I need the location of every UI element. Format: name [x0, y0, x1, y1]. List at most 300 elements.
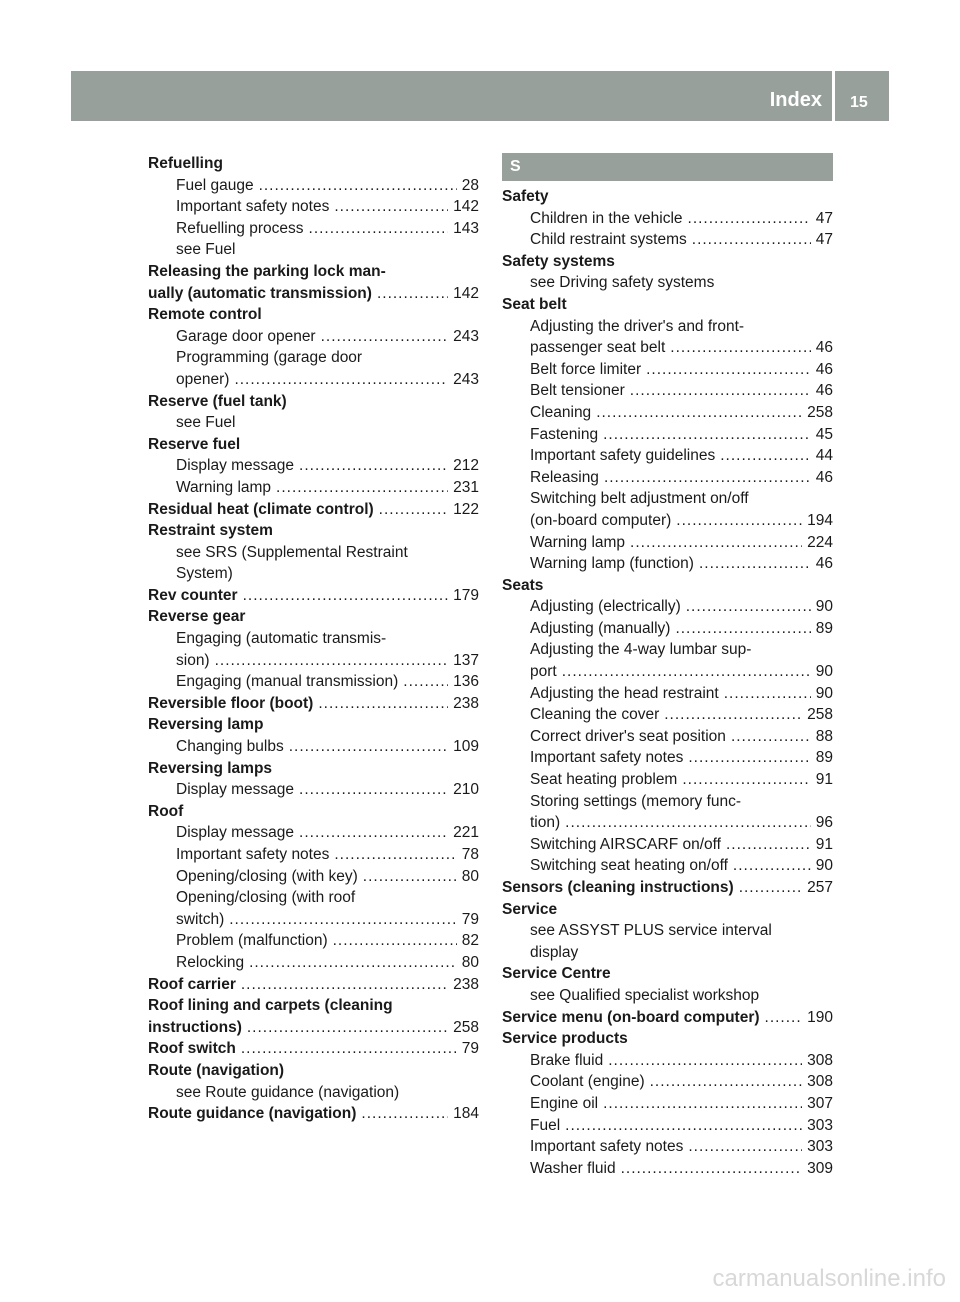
entry-text: Important safety guidelines [530, 447, 716, 465]
page-reference: 190 [807, 1008, 833, 1026]
dot-leader [565, 1115, 802, 1137]
header-divider [832, 71, 835, 121]
entry-text: Coolant (engine) [530, 1073, 645, 1091]
dot-leader [670, 337, 810, 359]
entry-text: Warning lamp [530, 533, 626, 551]
entry-text: Reverse gear [148, 608, 246, 626]
index-heading [502, 963, 833, 985]
page-reference: 210 [453, 781, 479, 799]
page-reference: 47 [815, 231, 833, 249]
entry-text: Seats [502, 576, 544, 594]
index-heading [148, 283, 479, 305]
index-subentry [502, 726, 833, 748]
page-reference: 90 [815, 857, 833, 875]
entry-text: Roof carrier [148, 975, 236, 993]
page-reference: 258 [807, 403, 833, 421]
index-heading [148, 693, 479, 715]
dot-leader [686, 596, 811, 618]
page-reference: 224 [807, 533, 833, 551]
index-subentry [502, 1050, 833, 1072]
index-column-left [148, 153, 479, 1125]
page-reference: 46 [815, 360, 833, 378]
dot-leader [682, 769, 810, 791]
entry-text: opener) [176, 370, 230, 388]
index-subentry [148, 563, 479, 585]
entry-text: Engaging (manual transmission) [176, 673, 399, 691]
index-subentry [502, 596, 833, 618]
index-subentry [502, 791, 833, 813]
entry-text: see Qualified specialist workshop [530, 986, 760, 1004]
index-heading [148, 304, 479, 326]
entry-text: Important safety notes [176, 846, 330, 863]
page-reference: 79 [461, 1040, 479, 1058]
entry-text: Fastening [530, 425, 599, 443]
index-heading [148, 261, 479, 283]
dot-leader [630, 532, 802, 554]
entry-text: Remote control [148, 306, 262, 324]
entry-text: Belt force limiter [530, 360, 642, 378]
dot-leader [234, 369, 448, 391]
entry-text: Residual heat (climate control) [148, 500, 374, 518]
dot-leader [731, 726, 811, 748]
page-reference: 258 [807, 706, 833, 724]
index-subentry [502, 488, 833, 510]
dot-leader [621, 1158, 803, 1180]
dot-leader [215, 650, 449, 672]
entry-text: Brake fluid [530, 1051, 604, 1069]
page-reference: 143 [453, 219, 479, 237]
entry-text: Route guidance (navigation) [148, 1105, 357, 1123]
index-subentry [502, 618, 833, 640]
entry-text: Display message [176, 824, 295, 842]
dot-leader [403, 671, 448, 693]
entry-text: see Fuel [176, 241, 236, 259]
index-subentry [148, 909, 479, 931]
index-heading [148, 606, 479, 628]
page-reference: 91 [815, 835, 833, 853]
index-subentry [148, 650, 479, 672]
index-subentry [502, 1115, 833, 1137]
watermark: carmanualsonline.info [712, 1265, 946, 1292]
entry-text: Safety [502, 188, 549, 205]
entry-text: Cleaning the cover [530, 706, 660, 724]
page-reference: 96 [815, 814, 833, 832]
page-reference: 136 [453, 673, 479, 691]
dot-leader [688, 747, 810, 769]
entry-text: Problem (malfunction) [176, 932, 328, 950]
page-reference: 44 [815, 447, 833, 465]
index-heading [502, 575, 833, 597]
index-subentry [502, 1158, 833, 1180]
section-letter-bar: S [502, 153, 833, 181]
index-column-right [502, 153, 833, 1179]
entry-text: Relocking [176, 953, 245, 971]
dot-leader [676, 510, 802, 532]
entry-text: Display message [176, 457, 295, 475]
index-subentry [502, 985, 833, 1007]
index-heading [502, 186, 833, 208]
page-reference: 258 [453, 1018, 479, 1036]
page-reference: 80 [461, 953, 479, 971]
entry-text: Reversible floor (boot) [148, 694, 314, 712]
index-subentry [502, 316, 833, 338]
page-reference: 47 [815, 209, 833, 227]
dot-leader [299, 779, 448, 801]
dot-leader [318, 693, 448, 715]
dot-leader [596, 402, 802, 424]
index-subentry [502, 1136, 833, 1158]
page-reference: 122 [453, 500, 479, 518]
entry-text: instructions) [148, 1018, 242, 1036]
index-subentry [502, 855, 833, 877]
index-heading [148, 153, 479, 175]
index-heading [148, 1038, 479, 1060]
dot-leader [249, 952, 457, 974]
index-subentry [502, 359, 833, 381]
entry-text: Garage door opener [176, 327, 316, 345]
entry-text: see Fuel [176, 414, 236, 432]
page-reference: 309 [807, 1159, 833, 1177]
page-reference: 90 [815, 663, 833, 681]
page-reference: 91 [815, 771, 833, 789]
index-subentry [502, 402, 833, 424]
entry-text: Programming (garage door [176, 349, 363, 367]
entry-text: Belt tensioner [530, 382, 625, 400]
index-subentry [148, 822, 479, 844]
entry-text: Adjusting the head restraint [530, 684, 719, 702]
page-reference: 194 [807, 511, 833, 529]
entry-text: Child restraint systems [530, 231, 687, 249]
entry-text: Engine oil [530, 1094, 599, 1112]
page-reference: 179 [453, 586, 479, 604]
entry-text: Important safety notes [176, 198, 330, 216]
index-subentry [502, 532, 833, 554]
page-reference: 90 [815, 684, 833, 702]
dot-leader [229, 909, 457, 931]
entry-text: Changing bulbs [176, 738, 284, 756]
entry-text: passenger seat belt [530, 339, 666, 357]
index-subentry [148, 930, 479, 952]
index-heading [148, 758, 479, 780]
index-subentry [148, 347, 479, 369]
index-subentry [148, 671, 479, 693]
entry-text: Restraint system [148, 522, 273, 540]
dot-leader [333, 930, 457, 952]
page-reference: 88 [815, 727, 833, 745]
index-heading [148, 801, 479, 823]
dot-leader [765, 1007, 803, 1029]
entry-text: Reserve (fuel tank) [148, 392, 287, 410]
page-reference: 303 [807, 1138, 833, 1156]
index-subentry [502, 1071, 833, 1093]
entry-text: Opening/closing (with key) [176, 867, 358, 885]
index-subentry [148, 175, 479, 197]
dot-leader [334, 196, 448, 218]
page-reference: 307 [807, 1094, 833, 1112]
index-subentry [148, 326, 479, 348]
index-heading [502, 251, 833, 273]
entry-text: Roof switch [148, 1040, 236, 1058]
page-reference: 184 [453, 1105, 479, 1123]
dot-leader [724, 683, 811, 705]
page-reference: 45 [815, 425, 833, 443]
index-heading [148, 1103, 479, 1125]
index-heading [148, 714, 479, 736]
entry-text: Roof [148, 802, 184, 820]
page-reference: 243 [453, 370, 479, 388]
entry-text: Warning lamp [176, 478, 272, 496]
page-reference: 238 [453, 975, 479, 993]
dot-leader [650, 1071, 803, 1093]
index-subentry [502, 424, 833, 446]
entry-text: Service menu (on-board computer) [502, 1008, 760, 1026]
page-reference: 89 [815, 749, 833, 767]
entry-text: Washer fluid [530, 1159, 616, 1177]
entry-text: Service [502, 900, 558, 918]
entry-text: switch) [176, 910, 225, 928]
page-reference: 308 [807, 1073, 833, 1091]
page-reference: 78 [461, 846, 479, 863]
entry-text: Opening/closing (with roof [176, 889, 356, 907]
entry-text: Adjusting (manually) [530, 619, 671, 637]
page-reference: 238 [453, 694, 479, 712]
index-subentry [502, 704, 833, 726]
index-subentry [502, 337, 833, 359]
page-reference: 46 [815, 555, 833, 573]
page-reference: 46 [815, 339, 833, 357]
entry-text: Safety systems [502, 252, 615, 270]
index-subentry [148, 887, 479, 909]
page-reference: 80 [461, 867, 479, 885]
dot-leader [688, 208, 811, 230]
page-reference: 221 [453, 824, 479, 842]
index-subentry [148, 844, 479, 866]
dot-leader [726, 834, 811, 856]
dot-leader [243, 585, 449, 607]
entry-text: see SRS (Supplemental Restraint [176, 543, 408, 561]
index-heading [502, 294, 833, 316]
index-subentry [502, 553, 833, 575]
index-subentry [148, 218, 479, 240]
page-reference: 142 [453, 284, 479, 302]
index-subentry [148, 779, 479, 801]
index-subentry [502, 769, 833, 791]
index-heading [148, 520, 479, 542]
entry-text: display [530, 943, 579, 961]
index-subentry [148, 952, 479, 974]
entry-text: Releasing [530, 468, 599, 486]
entry-text: Fuel [530, 1116, 561, 1134]
header-bar [71, 71, 889, 121]
index-subentry [502, 639, 833, 661]
index-heading [148, 499, 479, 521]
index-subentry [148, 196, 479, 218]
index-subentry [502, 661, 833, 683]
index-subentry [148, 239, 479, 261]
page-reference: 137 [453, 651, 479, 669]
index-heading [502, 1007, 833, 1029]
entry-text: Seat belt [502, 295, 567, 313]
index-subentry [148, 1082, 479, 1104]
entry-text: (on-board computer) [530, 511, 672, 529]
entry-text: Switching belt adjustment on/off [530, 490, 749, 508]
index-subentry [502, 510, 833, 532]
index-heading [148, 585, 479, 607]
entry-text: see Driving safety systems [530, 274, 715, 292]
entry-text: Cleaning [530, 403, 592, 421]
entry-text: sion) [176, 651, 210, 669]
page-reference: 109 [453, 738, 479, 756]
index-subentry [502, 445, 833, 467]
index-subentry [148, 369, 479, 391]
page-reference: 231 [453, 478, 479, 496]
dot-leader [241, 974, 448, 996]
page-reference: 89 [815, 619, 833, 637]
index-subentry [148, 412, 479, 434]
dot-leader [241, 1038, 457, 1060]
entry-text: Reversing lamps [148, 759, 273, 777]
entry-text: Rev counter [148, 586, 238, 604]
dot-leader [675, 618, 810, 640]
dot-leader [334, 844, 456, 866]
index-subentry [502, 683, 833, 705]
entry-text: Adjusting (electrically) [530, 598, 681, 616]
entry-text: System) [176, 565, 233, 583]
entry-text: Seat heating problem [530, 771, 678, 789]
dot-leader [363, 866, 457, 888]
index-subentry [148, 477, 479, 499]
dot-leader [562, 661, 811, 683]
entry-text: Reversing lamp [148, 716, 264, 734]
index-heading [148, 974, 479, 996]
entry-text: Switching seat heating on/off [530, 857, 728, 875]
entry-text: Adjusting the driver's and front- [530, 317, 745, 335]
entry-text: see ASSYST PLUS service interval [530, 922, 772, 940]
entry-text: Important safety notes [530, 749, 684, 767]
index-subentry [502, 272, 833, 294]
index-subentry [502, 834, 833, 856]
page-reference: 257 [807, 879, 833, 896]
index-subentry [148, 542, 479, 564]
page-reference: 28 [461, 176, 479, 194]
dot-leader [565, 812, 811, 834]
entry-text: Reserve fuel [148, 435, 241, 453]
index-heading [502, 899, 833, 921]
dot-leader [604, 467, 811, 489]
page-reference: 303 [807, 1116, 833, 1134]
dot-leader [247, 1017, 448, 1039]
dot-leader [664, 704, 802, 726]
dot-leader [289, 736, 448, 758]
entry-text: Storing settings (memory func- [530, 792, 742, 810]
dot-leader [309, 218, 449, 240]
dot-leader [692, 229, 811, 251]
dot-leader [646, 359, 811, 381]
page-reference: 308 [807, 1051, 833, 1069]
page-number: 15 [850, 94, 868, 111]
index-subentry [502, 380, 833, 402]
dot-leader [603, 424, 811, 446]
index-subentry [148, 736, 479, 758]
index-subentry [502, 229, 833, 251]
index-subentry [502, 812, 833, 834]
entry-text: Roof lining and carpets (cleaning [148, 997, 393, 1015]
dot-leader [259, 175, 457, 197]
dot-leader [299, 455, 448, 477]
index-subentry [502, 920, 833, 942]
dot-leader [276, 477, 448, 499]
page-title: Index [769, 89, 822, 111]
dot-leader [377, 283, 448, 305]
page-reference: 90 [815, 598, 833, 616]
dot-leader [739, 877, 802, 899]
entry-text: Fuel gauge [176, 176, 254, 194]
page-reference: 142 [453, 198, 479, 216]
entry-text: Refuelling [148, 155, 223, 172]
index-heading [148, 391, 479, 413]
entry-text: ually (automatic transmission) [148, 284, 372, 302]
entry-text: Display message [176, 781, 295, 799]
index-subentry [502, 747, 833, 769]
entry-text: Important safety notes [530, 1138, 684, 1156]
index-subentry [502, 1093, 833, 1115]
index-heading [148, 434, 479, 456]
page-reference: 46 [815, 382, 833, 400]
entry-text: tion) [530, 814, 561, 832]
index-list-s [502, 186, 833, 1179]
entry-text: Releasing the parking lock man- [148, 262, 386, 280]
dot-leader [733, 855, 811, 877]
index-subentry [148, 628, 479, 650]
entry-text: Service Centre [502, 965, 611, 983]
page-reference: 212 [453, 457, 479, 475]
entry-text: Warning lamp (function) [530, 555, 694, 573]
index-subentry [502, 467, 833, 489]
entry-text: Switching AIRSCARF on/off [530, 835, 721, 853]
entry-text: Route (navigation) [148, 1061, 285, 1079]
entry-text: port [530, 663, 557, 681]
index-subentry [148, 866, 479, 888]
dot-leader [603, 1093, 802, 1115]
page-reference: 243 [453, 327, 479, 345]
index-heading [148, 1060, 479, 1082]
index-heading [148, 1017, 479, 1039]
index-heading [502, 877, 833, 899]
entry-text: Children in the vehicle [530, 209, 683, 227]
entry-text: see Route guidance (navigation) [176, 1083, 400, 1101]
entry-text: Adjusting the 4-way lumbar sup- [530, 641, 752, 659]
entry-text: Correct driver's seat position [530, 727, 726, 745]
index-heading [148, 995, 479, 1017]
dot-leader [720, 445, 811, 467]
page-reference: 46 [815, 468, 833, 486]
index-heading [502, 1028, 833, 1050]
dot-leader [630, 380, 811, 402]
dot-leader [379, 499, 448, 521]
entry-text: Engaging (automatic transmis- [176, 630, 387, 648]
entry-text: Sensors (cleaning instructions) [502, 879, 734, 896]
dot-leader [688, 1136, 802, 1158]
dot-leader [299, 822, 448, 844]
dot-leader [699, 553, 811, 575]
page-reference: 82 [461, 932, 479, 950]
index-subentry [502, 208, 833, 230]
dot-leader [321, 326, 449, 348]
page-reference: 79 [461, 910, 479, 928]
index-subentry [502, 942, 833, 964]
dot-leader [361, 1103, 448, 1125]
entry-text: Refuelling process [176, 219, 304, 237]
